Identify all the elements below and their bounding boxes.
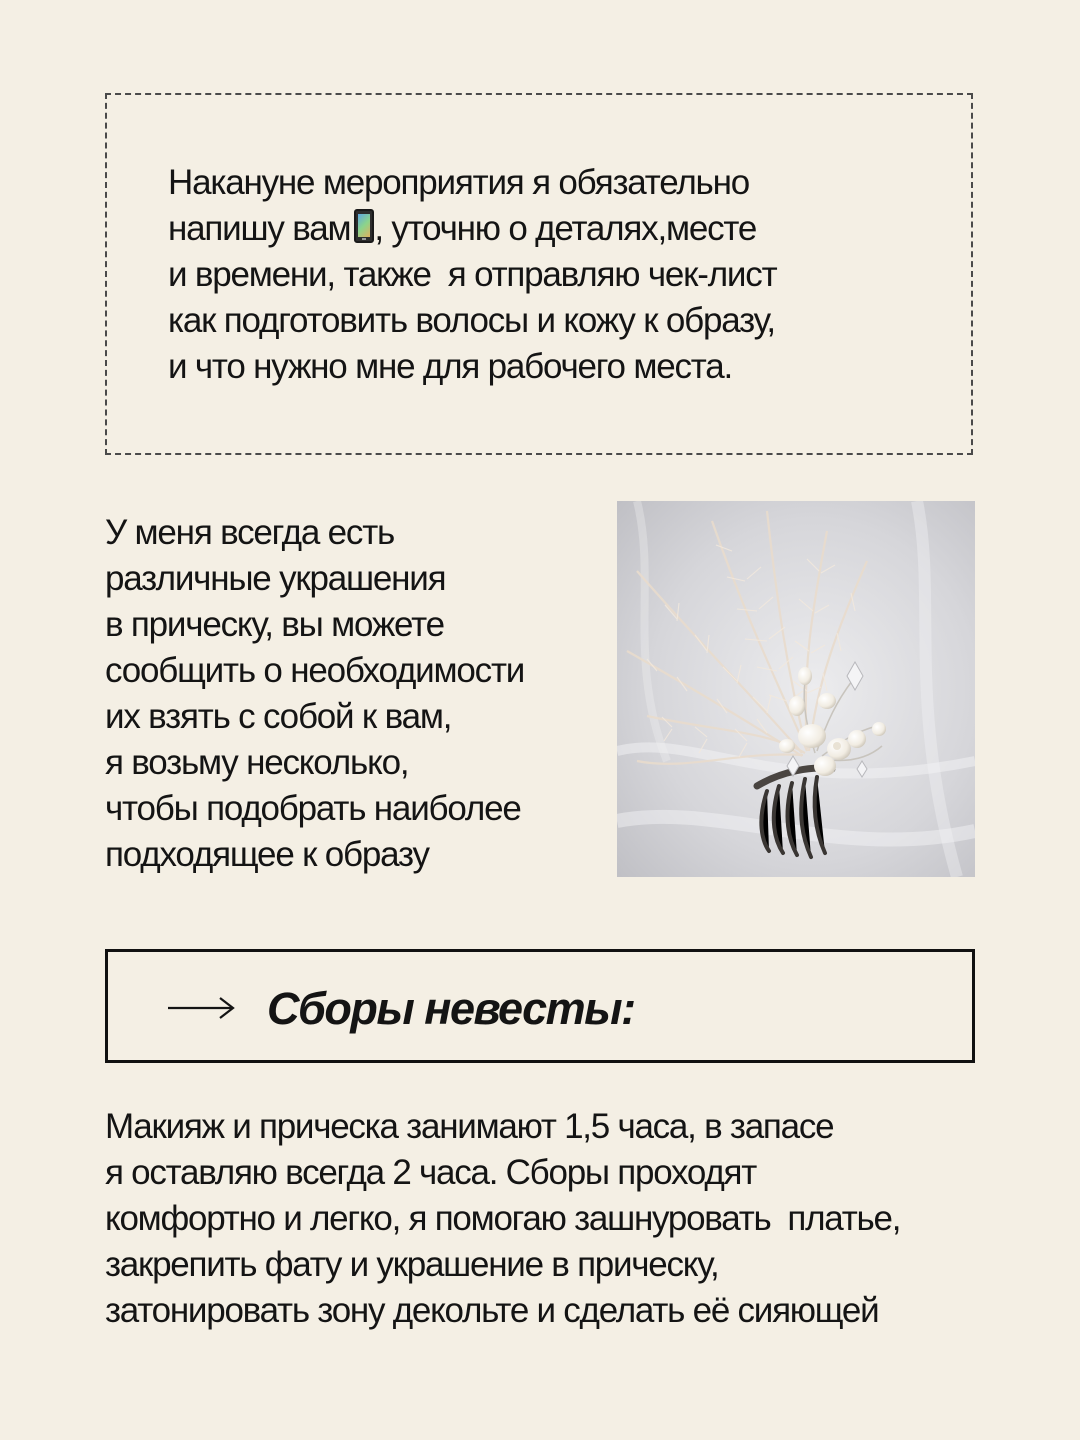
bridal-paragraph xyxy=(105,1104,1065,1334)
intro-line-5: и что нужно мне для рабочего места. xyxy=(168,347,733,386)
bridal-line-4: закрепить фату и украшение в прическу, xyxy=(105,1245,719,1284)
jewelry-line-3: в прическу, вы можете xyxy=(105,605,444,644)
jewelry-line-7: чтобы подобрать наиболее xyxy=(105,789,521,828)
jewelry-line-1: У меня всегда есть xyxy=(105,513,395,552)
intro-line-4: как подготовить волосы и кожу к образу, xyxy=(168,301,775,340)
intro-line-2 xyxy=(168,206,928,252)
bridal-line-3: комфортно и легко, я помогаю зашнуровать платье, xyxy=(105,1199,901,1238)
jewelry-line-6: я возьму несколько, xyxy=(105,743,409,782)
mobile-phone-icon xyxy=(354,209,374,243)
intro-line-3: и времени, также я отправляю чек-лист xyxy=(168,255,777,294)
intro-line-2-start: напишу вам xyxy=(168,209,351,248)
jewelry-line-5: их взять с собой к вам, xyxy=(105,697,452,736)
section-title: Сборы невесты: xyxy=(267,983,635,1034)
bridal-line-2: я оставляю всегда 2 часа. Сборы проходят xyxy=(105,1153,756,1192)
jewelry-paragraph xyxy=(105,510,605,878)
jewelry-line-8: подходящее к образу xyxy=(105,835,429,874)
bridal-line-5: затонировать зону декольте и сделать её сияющей xyxy=(105,1291,879,1330)
long-right-arrow-icon xyxy=(166,988,236,1028)
intro-paragraph xyxy=(168,160,928,390)
intro-line-2-end: , уточню о деталях,месте xyxy=(374,209,757,248)
hair-comb-photo xyxy=(617,501,975,877)
jewelry-line-2: различные украшения xyxy=(105,559,446,598)
bridal-line-1: Макияж и прическа занимают 1,5 часа, в запасе xyxy=(105,1107,834,1146)
jewelry-line-4: сообщить о необходимости xyxy=(105,651,525,690)
intro-line-1: Накануне мероприятия я обязательно xyxy=(168,163,749,202)
